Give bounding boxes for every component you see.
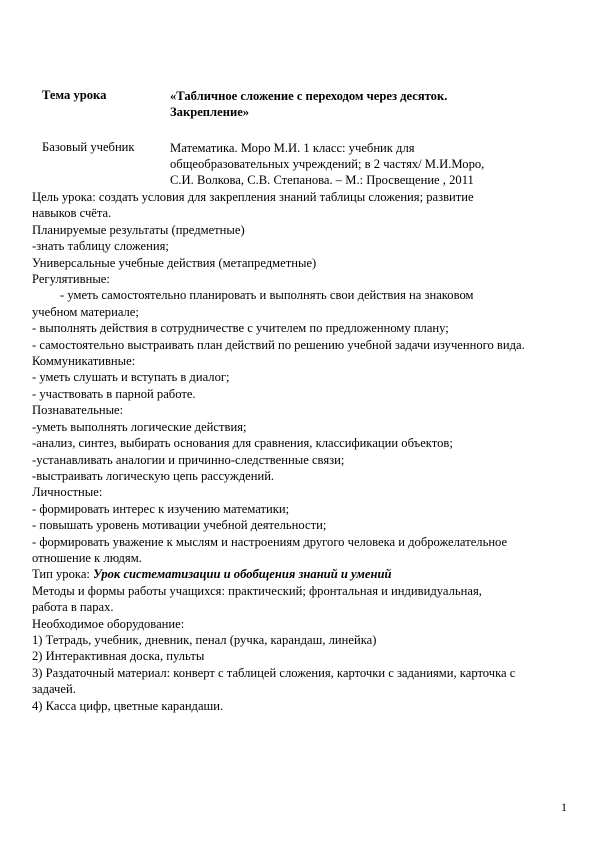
- personal-item: - повышать уровень мотивации учебной деятельности;: [32, 518, 327, 533]
- goal-line: Цель урока: создать условия для закрепления знаний таблицы сложения; развитие: [32, 190, 474, 204]
- uud-heading: Универсальные учебные действия (метапредметные): [32, 255, 317, 270]
- cognitive-item: -анализ, синтез, выбирать основания для сравнения, классификации объектов;: [32, 436, 453, 451]
- topic-row: [42, 88, 570, 120]
- planned-item: -знать таблицу сложения;: [32, 239, 169, 254]
- lesson-type-label: Тип урока:: [32, 567, 94, 582]
- cognitive-heading: Познавательные:: [32, 403, 124, 418]
- lesson-body: [32, 189, 572, 714]
- communicative-heading: Коммуникативные:: [32, 354, 136, 369]
- communicative-item: - уметь слушать и вступать в диалог;: [32, 370, 230, 385]
- personal-item: - формировать уважение к мыслям и настроениям другого человека и доброжелательное: [32, 534, 508, 549]
- equipment-item: 3) Раздаточный материал: конверт с таблицей сложения, карточки с заданиями, карточка с: [32, 665, 516, 680]
- textbook-label: Базовый учебник: [42, 140, 135, 154]
- topic-label: Тема урока: [42, 88, 107, 102]
- regulatory-heading: Регулятивные:: [32, 272, 110, 287]
- page-number: 1: [561, 800, 567, 814]
- cognitive-item: -уметь выполнять логические действия;: [32, 419, 247, 434]
- regulatory-item: - уметь самостоятельно планировать и выполнять свои действия на знаковом: [60, 288, 474, 303]
- personal-item: - формировать интерес к изучению математики;: [32, 501, 290, 516]
- methods-line: работа в парах.: [32, 600, 114, 615]
- equipment-heading: Необходимое оборудование:: [32, 616, 185, 631]
- equipment-item: 4) Касса цифр, цветные карандаши.: [32, 698, 224, 713]
- regulatory-item: - выполнять действия в сотрудничестве с учителем по предложенному плану;: [32, 321, 449, 336]
- personal-heading: Личностные:: [32, 485, 103, 500]
- lesson-type-value: Урок систематизации и обобщения знаний и умений: [93, 567, 392, 582]
- equipment-item: задачей.: [32, 682, 76, 697]
- lesson-type-line: [32, 566, 572, 582]
- planned-results-heading: Планируемые результаты (предметные): [32, 222, 245, 237]
- methods-line: Методы и формы работы учащихся: практический; фронтальная и индивидуальная,: [32, 583, 482, 598]
- regulatory-item: - самостоятельно выстраивать план действий по решению учебной задачи изученного вида.: [32, 337, 525, 352]
- goal-line: навыков счёта.: [32, 206, 112, 221]
- equipment-item: 2) Интерактивная доска, пульты: [32, 649, 205, 664]
- regulatory-item: учебном материале;: [32, 304, 139, 319]
- topic-value: «Табличное сложение с переходом через десяток. Закрепление»: [170, 89, 448, 119]
- equipment-item: 1) Тетрадь, учебник, дневник, пенал (ручка, карандаш, линейка): [32, 632, 377, 647]
- cognitive-item: -выстраивать логическую цепь рассуждений.: [32, 468, 275, 483]
- textbook-value: Математика. Моро М.И. 1 класс: учебник для общеобразовательных учреждений; в 2 частях/ М.И.Моро, С.И. Волкова, С.В. Степанова. – М.: Просвещение , 2011: [170, 141, 485, 187]
- communicative-item: - участвовать в парной работе.: [32, 386, 196, 401]
- personal-item: отношение к людям.: [32, 550, 142, 565]
- cognitive-item: -устанавливать аналогии и причинно-следственные связи;: [32, 452, 345, 467]
- textbook-row: [42, 140, 570, 188]
